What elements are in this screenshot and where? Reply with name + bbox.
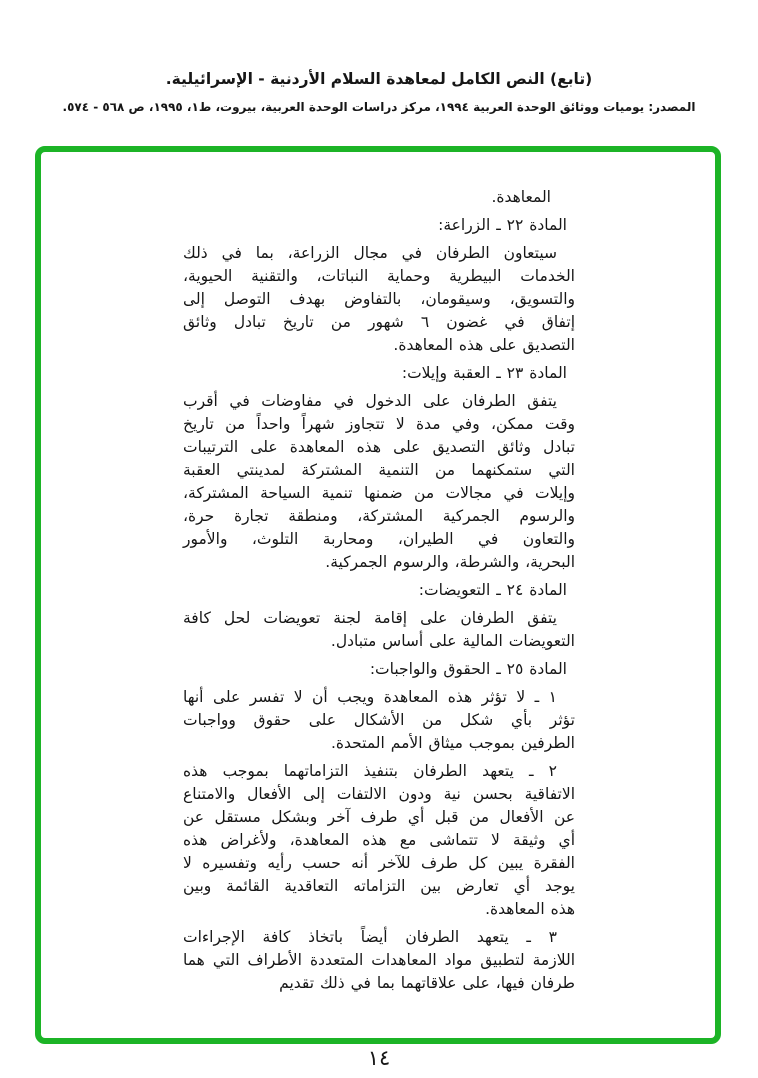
text-line: الخدمات البيطرية وحماية النباتات، والتقنية الحيوية،	[183, 267, 575, 285]
text-paragraph	[183, 390, 575, 574]
text-line: ٢ ـ يتعهد الطرفان بتنفيذ التزاماتهما بموجب هذه	[183, 762, 557, 780]
header-source: المصدر: يوميات ووثائق الوحدة العربية ١٩٩٤، مركز دراسات الوحدة العربية، بيروت، ط١، ١٩٩٥، ص ٥٦٨ - ٥٧٤.	[62, 100, 696, 114]
text-line: المادة ٢٥ ـ الحقوق والواجبات:	[369, 660, 567, 678]
text-paragraph	[183, 760, 575, 921]
article-heading	[183, 658, 575, 681]
text-line: المادة ٢٤ ـ التعويضات:	[418, 581, 567, 599]
text-line: المادة ٢٣ ـ العقبة وإيلات:	[401, 364, 567, 382]
green-frame	[35, 146, 721, 1044]
header-title: (تابع) النص الكامل لمعاهدة السلام الأردنية - الإسرائيلية.	[165, 70, 593, 88]
page-number: ١٤	[367, 1046, 391, 1070]
text-paragraph	[183, 926, 575, 995]
text-line: سيتعاون الطرفان في مجال الزراعة، بما في ذلك	[183, 244, 557, 262]
text-paragraph	[183, 242, 575, 357]
text-line: الطرفين بموجب ميثاق الأمم المتحدة.	[330, 734, 575, 752]
text-line: طرفان فيها، على علاقاتهما بما في ذلك تقديم	[279, 974, 575, 992]
article-heading	[183, 214, 575, 237]
article-heading	[183, 579, 575, 602]
document-header	[0, 66, 758, 118]
text-line: والتعاون في الطيران، ومحاربة التلوث، والأمور	[183, 530, 575, 548]
text-line: اللازمة لتطبيق مواد المعاهدات المتعددة الأطراف التي هما	[183, 951, 575, 969]
text-paragraph	[183, 686, 575, 755]
article-heading	[183, 362, 575, 385]
document-body	[183, 186, 575, 995]
text-line: هذه المعاهدة.	[485, 900, 575, 918]
text-line: الفقرة يبين كل طرف للآخر أنه حسب رأيه وتفسيره لا	[183, 854, 575, 872]
text-line: ٣ ـ يتعهد الطرفان أيضاً باتخاذ كافة الإجراءات	[183, 928, 557, 946]
text-line: يتفق الطرفان على إقامة لجنة تعويضات لحل كافة	[183, 609, 557, 627]
text-line: إتفاق في غضون ٦ شهور من تاريخ تبادل وثائق	[183, 313, 575, 331]
text-line: ١ ـ لا تؤثر هذه المعاهدة ويجب أن لا تفسر على أنها	[183, 688, 557, 706]
text-line: المادة ٢٢ ـ الزراعة:	[438, 216, 567, 234]
text-line: يوجد أي تعارض بين التزاماته التعاقدية القائمة وبين	[183, 877, 575, 895]
text-line: الاتفاقية بحسن نية ودون الالتفات إلى الأفعال والامتناع	[183, 785, 575, 803]
text-line: تؤثر بأي شكل من الأشكال على حقوق وواجبات	[183, 711, 575, 729]
text-line: وإيلات في مجالات من ضمنها تنمية السياحة المشتركة،	[183, 484, 575, 502]
text-line: وقت ممكن، وفي مدة لا تتجاوز شهراً واحداً من تاريخ	[183, 415, 575, 433]
text-line: يتفق الطرفان على الدخول في مفاوضات في أقرب	[183, 392, 557, 410]
text-line: التي ستمكنهما من التنمية المشتركة لمدينتي العقبة	[183, 461, 575, 479]
text-line: البحرية، والشرطة، والرسوم الجمركية.	[325, 553, 575, 571]
text-paragraph	[183, 186, 575, 209]
text-line: تبادل وثائق التصديق على هذه المعاهدة على الترتيبات	[183, 438, 575, 456]
text-line: المعاهدة.	[491, 188, 551, 206]
text-line: التصديق على هذه المعاهدة.	[393, 336, 575, 354]
text-paragraph	[183, 607, 575, 653]
text-line: التعويضات المالية على أساس متبادل.	[330, 632, 575, 650]
text-line: عن الأفعال من قبل أي طرف آخر وبشكل مستقل عن	[183, 808, 575, 826]
text-line: والرسوم الجمركية المشتركة، ومنطقة تجارة حرة،	[183, 507, 575, 525]
text-line: والتسويق، وسيقومان، بالتفاوض بهدف التوصل إلى	[183, 290, 575, 308]
text-line: أي وثيقة لا تتماشى مع هذه المعاهدة، ولأغراض هذه	[183, 831, 575, 849]
